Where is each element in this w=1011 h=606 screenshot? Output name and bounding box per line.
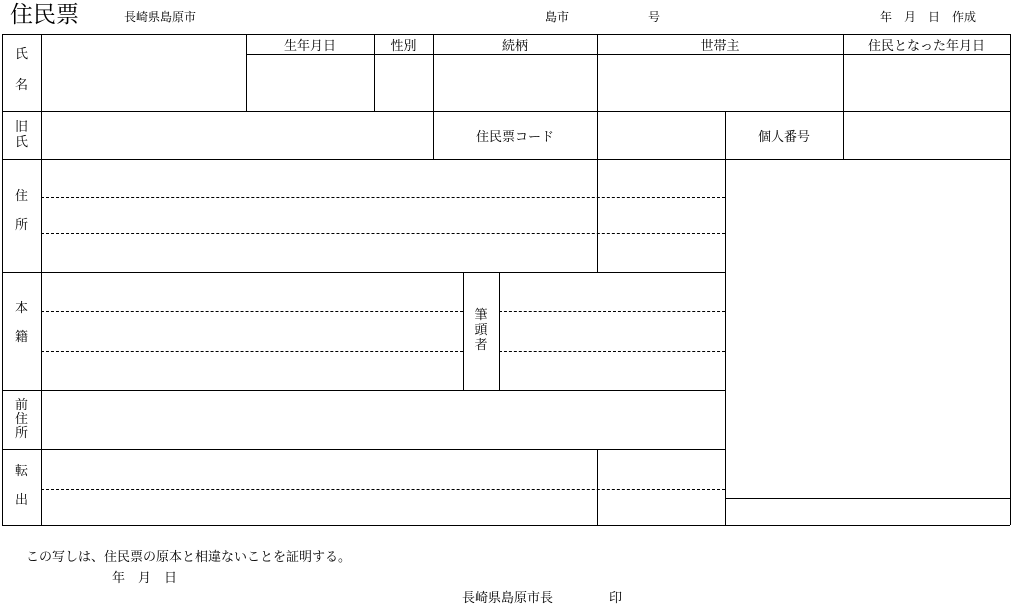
address-label-char-2: 所 <box>14 218 28 233</box>
moveout-side-divider <box>597 449 598 525</box>
relationship-header: 続柄 <box>501 39 528 54</box>
resident-code-label: 住民票コード <box>475 130 554 145</box>
moveout-label-char-1: 転 <box>14 464 28 479</box>
table-left-border <box>2 34 3 525</box>
domicile-row-bottom <box>2 390 725 391</box>
moveout-label <box>2 465 41 507</box>
family-head-dashed-line-2 <box>499 351 725 352</box>
household-head-header: 世帯主 <box>700 39 740 54</box>
name-label-char-2: 名 <box>14 78 28 93</box>
seal-mark: 印 <box>609 591 623 606</box>
creation-date-label: 年 月 日 作成 <box>880 10 977 24</box>
family-head-right-divider <box>499 272 500 390</box>
address-dashed-line-1 <box>41 197 725 198</box>
document-number-suffix: 号 <box>648 10 661 24</box>
previous-address-label <box>2 399 41 440</box>
resident-since-header: 住民となった年月日 <box>867 39 985 54</box>
family-head-dashed-line-1 <box>499 311 725 312</box>
table-bottom-border <box>2 525 1010 526</box>
municipality-name: 長崎県島原市 <box>124 10 197 24</box>
name-label-char-1: 氏 <box>14 47 28 62</box>
family-head-label-char-3: 者 <box>474 338 488 353</box>
right-panel-divider <box>725 498 1010 499</box>
family-head-label-char-2: 頭 <box>474 323 488 338</box>
old-name-label-char-2: 氏 <box>14 135 28 150</box>
family-head-label <box>463 309 499 352</box>
moveout-label-char-2: 出 <box>14 493 28 508</box>
address-row-bottom <box>2 272 725 273</box>
certification-date: 年 月 日 <box>112 571 178 586</box>
birth-date-header: 生年月日 <box>283 39 336 54</box>
previous-address-label-char-3: 所 <box>14 426 28 441</box>
page-title: 住民票 <box>10 2 79 28</box>
mayor-title: 長崎県島原市長 <box>462 591 554 606</box>
old-name-label-char-1: 旧 <box>14 120 28 135</box>
name-label <box>2 48 41 92</box>
gender-header: 性別 <box>390 39 417 54</box>
domicile-dashed-line-1 <box>41 311 463 312</box>
family-head-label-char-1: 筆 <box>474 308 488 323</box>
previous-address-row-bottom <box>2 449 725 450</box>
document-number-prefix: 島市 <box>545 10 570 24</box>
previous-address-label-char-2: 住 <box>14 412 28 427</box>
personal-number-label: 個人番号 <box>757 130 810 145</box>
domicile-label <box>2 302 41 344</box>
domicile-label-char-1: 本 <box>14 301 28 316</box>
domicile-dashed-line-2 <box>41 351 463 352</box>
address-side-divider <box>597 159 598 272</box>
domicile-label-char-2: 籍 <box>14 330 28 345</box>
address-label-char-1: 住 <box>14 189 28 204</box>
certification-statement: この写しは、住民票の原本と相違ないことを証明する。 <box>26 550 352 565</box>
right-panel-left-divider <box>725 111 726 525</box>
header-row-divider <box>246 54 1010 55</box>
address-dashed-line-2 <box>41 233 725 234</box>
previous-address-label-char-1: 前 <box>14 398 28 413</box>
old-name-label <box>2 121 41 149</box>
label-column-divider <box>41 34 42 525</box>
address-label <box>2 190 41 232</box>
oldname-row-bottom <box>2 159 1010 160</box>
moveout-dashed-line <box>41 489 725 490</box>
